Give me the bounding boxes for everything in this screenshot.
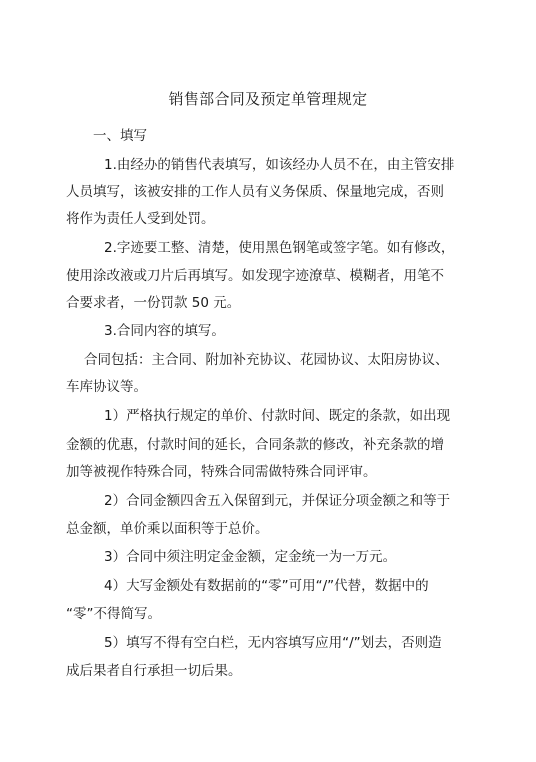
paragraph-line: 5）填写不得有空白栏，无内容填写应用“/”划去，否则造 bbox=[104, 635, 442, 651]
paragraph-line: 加等被视作特殊合同，特殊合同需做特殊合同评审。 bbox=[66, 464, 377, 480]
paragraph-line: 2.字迹要工整、清楚，使用黑色钢笔或签字笔。如有修改， bbox=[104, 240, 455, 256]
section-heading: 一、填写 bbox=[93, 128, 147, 144]
paragraph-line: 合同包括：主合同、附加补充协议、花园协议、太阳房协议、 bbox=[84, 352, 449, 368]
paragraph-line: 1.由经办的销售代表填写，如该经办人员不在，由主管安排 bbox=[104, 157, 455, 173]
paragraph-line: 合要求者，一份罚款 50 元。 bbox=[66, 295, 241, 311]
paragraph-line: 4）大写金额处有数据前的“零”可用“/”代替，数据中的 bbox=[104, 578, 429, 594]
paragraph-line: 总金额，单价乘以面积等于总价。 bbox=[66, 521, 269, 537]
paragraph-line: 金额的优惠，付款时间的延长，合同条款的修改，补充条款的增 bbox=[66, 437, 444, 453]
paragraph-line: 车库协议等。 bbox=[66, 379, 147, 395]
paragraph-line: 3.合同内容的填写。 bbox=[104, 323, 225, 339]
paragraph-line: 3）合同中须注明定金金额，定金统一为一万元。 bbox=[104, 549, 397, 565]
paragraph-line: 2）合同金额四舍五入保留到元，并保证分项金额之和等于 bbox=[104, 493, 451, 509]
paragraph-line: 成后果者自行承担一切后果。 bbox=[66, 663, 242, 679]
paragraph-line: “零”不得简写。 bbox=[66, 606, 161, 622]
paragraph-line: 人员填写，该被安排的工作人员有义务保质、保量地完成，否则 bbox=[66, 184, 444, 200]
document-title: 销售部合同及预定单管理规定 bbox=[168, 90, 368, 108]
paragraph-line: 1）严格执行规定的单价、付款时间、既定的条款，如出现 bbox=[104, 408, 451, 424]
paragraph-line: 将作为责任人受到处罚。 bbox=[66, 211, 215, 227]
paragraph-line: 使用涂改液或刀片后再填写。如发现字迹潦草、模糊者，用笔不 bbox=[66, 268, 444, 284]
